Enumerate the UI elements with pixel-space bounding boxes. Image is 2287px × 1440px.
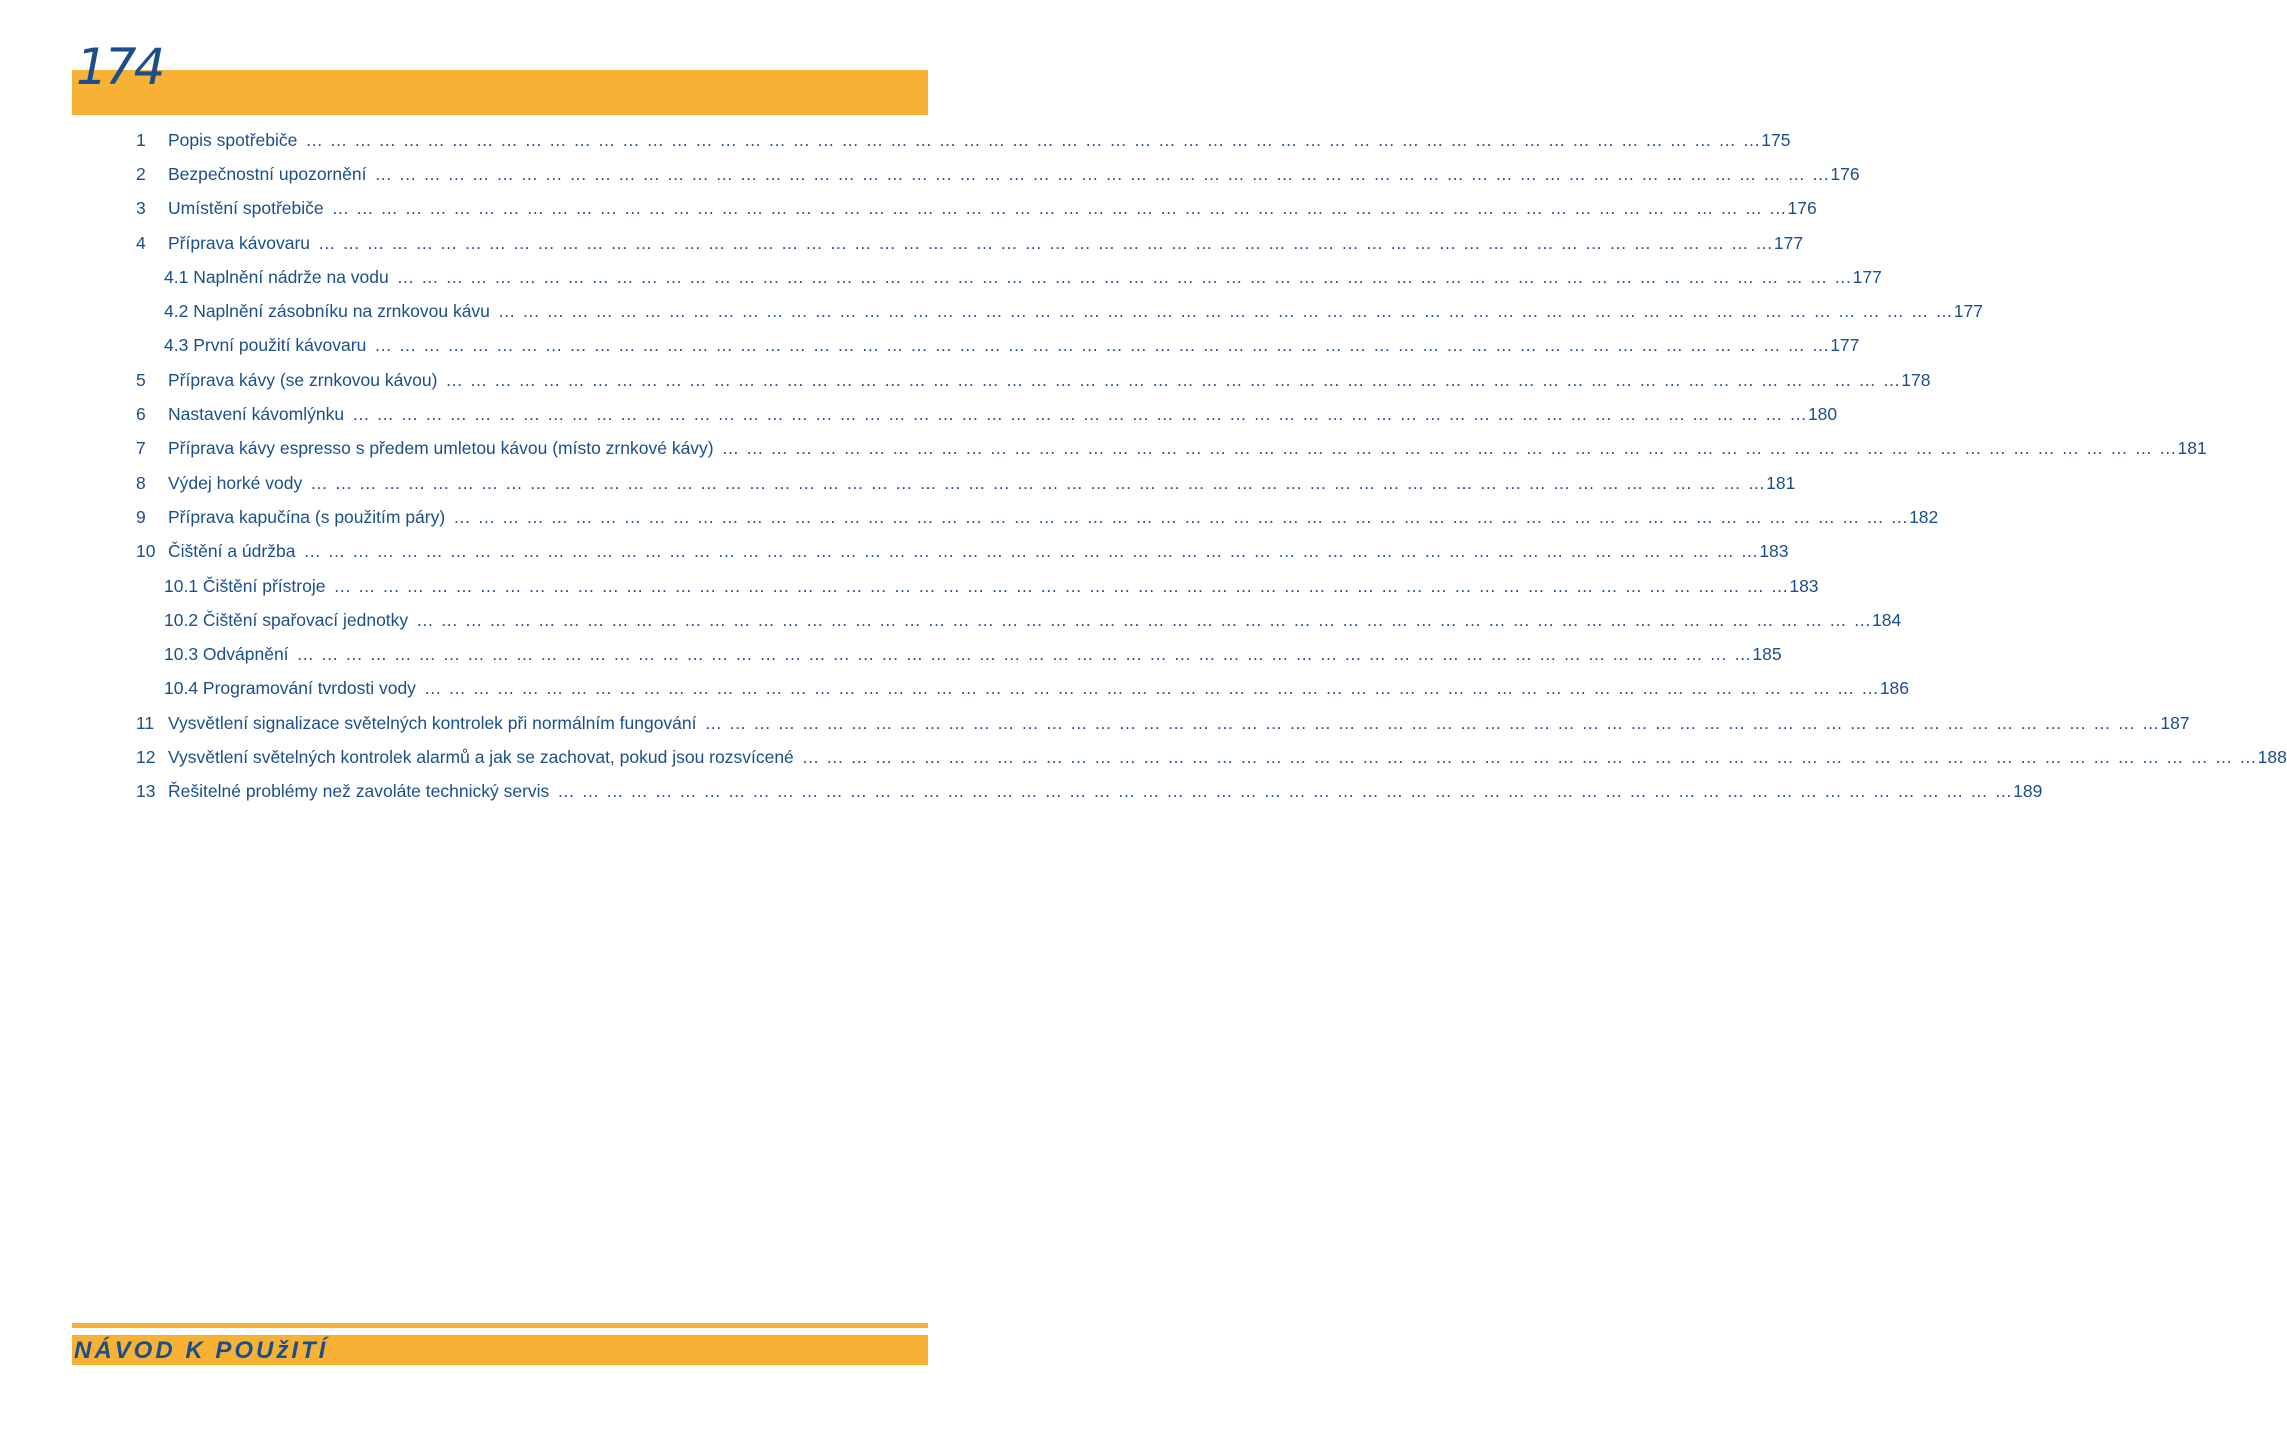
toc-entry-number: 11: [136, 712, 155, 733]
toc-entry-number: 1: [136, 129, 146, 150]
page-number: 174: [76, 38, 163, 96]
toc-entry-page: 180: [1807, 404, 1838, 425]
footer-title: NÁVOD K POUžITÍ: [74, 1337, 329, 1364]
toc-entry[interactable]: [136, 260, 1882, 294]
toc-entry-title: Výdej horké vody: [168, 472, 303, 493]
toc-entry[interactable]: [136, 397, 1838, 431]
toc-entry-title: Umístění spotřebiče: [168, 198, 324, 219]
footer-divider: [72, 1323, 928, 1328]
toc-entry-page: 184: [1872, 609, 1902, 630]
toc-entry-number: 13: [136, 781, 156, 802]
toc-entry-page: 187: [2160, 712, 2190, 733]
toc-entry-page: 185: [1752, 644, 1782, 665]
toc-dot-leader: … … … … … … … … … … … … … … … … … … … … … … … … … … … … … … … … … … … … … … … … … … … … … … … … … … … … … … … … … … … …: [374, 163, 1831, 184]
toc-entry-number: 5: [136, 369, 146, 390]
toc-entry[interactable]: [136, 500, 1939, 534]
toc-entry-title: 10.3 Odvápnění: [164, 644, 289, 665]
toc-entry-page: 177: [1830, 335, 1860, 356]
toc-entry[interactable]: [136, 226, 1804, 260]
toc-entry-title: Příprava kapučína (s použitím páry): [168, 506, 446, 527]
toc-entry-title: Příprava kávy espresso s předem umletou kávou (místo zrnkové kávy): [168, 438, 714, 459]
toc-entry[interactable]: [136, 466, 1796, 500]
toc-entry[interactable]: [136, 706, 2190, 740]
toc-dot-leader: … … … … … … … … … … … … … … … … … … … … … … … … … … … … … … … … … … … … … … … … … … … … … … … … … … … … … … … … … … … …: [704, 712, 2161, 733]
toc-entry-page: 182: [1909, 506, 1939, 527]
toc-entry-number: 6: [136, 404, 146, 425]
toc-dot-leader: … … … … … … … … … … … … … … … … … … … … … … … … … … … … … … … … … … … … … … … … … … … … … … … … … … … … … … … … … … … …: [310, 472, 1767, 493]
toc-entry[interactable]: [136, 329, 1860, 363]
toc-entry-page: 188: [2257, 746, 2287, 767]
toc-entry[interactable]: [136, 775, 2043, 809]
toc-entry[interactable]: [136, 157, 1860, 191]
toc-dot-leader: … … … … … … … … … … … … … … … … … … … … … … … … … … … … … … … … … … … … … … … … … … … … … … … … … … … … … … … … … … … …: [331, 198, 1788, 219]
toc-dot-leader: … … … … … … … … … … … … … … … … … … … … … … … … … … … … … … … … … … … … … … … … … … … … … … … … … … … … … … … … … … … …: [497, 301, 1954, 322]
toc-entry[interactable]: [136, 603, 1902, 637]
toc-entry-number: 10: [136, 541, 156, 562]
toc-entry-page: 181: [1766, 472, 1796, 493]
toc-entry-title: 10.4 Programování tvrdosti vody: [164, 678, 416, 699]
toc-entry[interactable]: [136, 294, 1983, 328]
toc-entry-title: 4.1 Naplnění nádrže na vodu: [164, 266, 389, 287]
toc-entry-number: 2: [136, 163, 146, 184]
toc-entry-page: 178: [1901, 369, 1931, 390]
header-bar: [72, 70, 928, 115]
toc-dot-leader: … … … … … … … … … … … … … … … … … … … … … … … … … … … … … … … … … … … … … … … … … … … … … … … … … … … … … … … … … … … …: [374, 335, 1831, 356]
toc-entry-page: 177: [1852, 266, 1882, 287]
toc-entry-page: 177: [1773, 232, 1804, 253]
toc-dot-leader: … … … … … … … … … … … … … … … … … … … … … … … … … … … … … … … … … … … … … … … … … … … … … … … … … … … … … … … … … … … …: [318, 232, 1774, 253]
toc-entry[interactable]: [136, 569, 1819, 603]
toc-entry-number: 8: [136, 472, 146, 493]
toc-entry-number: 4: [136, 232, 146, 253]
toc-dot-leader: … … … … … … … … … … … … … … … … … … … … … … … … … … … … … … … … … … … … … … … … … … … … … … … … … … … … … … … … … … … …: [296, 644, 1753, 665]
toc-dot-leader: … … … … … … … … … … … … … … … … … … … … … … … … … … … … … … … … … … … … … … … … … … … … … … … … … … … … … … … … … … … …: [801, 746, 2258, 767]
toc-dot-leader: … … … … … … … … … … … … … … … … … … … … … … … … … … … … … … … … … … … … … … … … … … … … … … … … … … … … … … … … … … … …: [453, 506, 1910, 527]
toc-dot-leader: … … … … … … … … … … … … … … … … … … … … … … … … … … … … … … … … … … … … … … … … … … … … … … … … … … … … … … … … … … … …: [396, 266, 1853, 287]
toc-entry-page: 183: [1759, 541, 1789, 562]
toc-entry-page: 177: [1953, 301, 1983, 322]
toc-entry-number: 3: [136, 198, 146, 219]
toc-entry[interactable]: [136, 363, 1931, 397]
toc-dot-leader: … … … … … … … … … … … … … … … … … … … … … … … … … … … … … … … … … … … … … … … … … … … … … … … … … … … … … … … … … … … …: [333, 575, 1790, 596]
toc-entry-page: 176: [1830, 163, 1860, 184]
toc-entry[interactable]: [136, 535, 1789, 569]
toc-dot-leader: … … … … … … … … … … … … … … … … … … … … … … … … … … … … … … … … … … … … … … … … … … … … … … … … … … … … … … … … … … … …: [445, 369, 1902, 390]
toc-dot-leader: … … … … … … … … … … … … … … … … … … … … … … … … … … … … … … … … … … … … … … … … … … … … … … … … … … … … … … … … … … … …: [352, 404, 1808, 425]
toc-entry[interactable]: [136, 637, 1782, 671]
toc-dot-leader: … … … … … … … … … … … … … … … … … … … … … … … … … … … … … … … … … … … … … … … … … … … … … … … … … … … … … … … … … … … …: [423, 678, 1880, 699]
toc-entry-page: 181: [2177, 438, 2207, 459]
toc-entry-title: Vysvětlení signalizace světelných kontrolek při normálním fungování: [168, 712, 697, 733]
toc-entry[interactable]: [136, 432, 2207, 466]
toc-entry-page: 186: [1879, 678, 1910, 699]
toc-dot-leader: … … … … … … … … … … … … … … … … … … … … … … … … … … … … … … … … … … … … … … … … … … … … … … … … … … … … … … … … … … … …: [303, 541, 1760, 562]
toc-dot-leader: … … … … … … … … … … … … … … … … … … … … … … … … … … … … … … … … … … … … … … … … … … … … … … … … … … … … … … … … … … … …: [721, 438, 2178, 459]
toc-entry-title: Příprava kávy (se zrnkovou kávou): [168, 369, 438, 390]
toc-entry-title: Popis spotřebiče: [168, 129, 298, 150]
toc-dot-leader: … … … … … … … … … … … … … … … … … … … … … … … … … … … … … … … … … … … … … … … … … … … … … … … … … … … … … … … … … … … …: [557, 781, 2014, 802]
toc-entry[interactable]: [136, 740, 2287, 774]
toc-entry-title: Příprava kávovaru: [168, 232, 311, 253]
toc-entry-title: Čištění a údržba: [168, 541, 296, 562]
table-of-contents: [136, 123, 2287, 809]
toc-entry-page: 176: [1787, 198, 1817, 219]
toc-entry-page: 189: [2013, 781, 2043, 802]
toc-dot-leader: … … … … … … … … … … … … … … … … … … … … … … … … … … … … … … … … … … … … … … … … … … … … … … … … … … … … … … … … … … … …: [416, 609, 1873, 630]
toc-entry-title: 10.1 Čištění přístroje: [164, 575, 326, 596]
toc-entry-page: 175: [1761, 129, 1791, 150]
toc-dot-leader: … … … … … … … … … … … … … … … … … … … … … … … … … … … … … … … … … … … … … … … … … … … … … … … … … … … … … … … … … … … …: [305, 129, 1762, 150]
toc-entry-title: 10.2 Čištění spařovací jednotky: [164, 609, 409, 630]
toc-entry-title: Řešitelné problémy než zavoláte technický servis: [168, 781, 550, 802]
toc-entry-title: Vysvětlení světelných kontrolek alarmů a jak se zachovat, pokud jsou rozsvícené: [168, 746, 794, 767]
toc-entry-number: 7: [136, 438, 146, 459]
toc-entry[interactable]: [136, 672, 1910, 706]
toc-entry-title: Nastavení kávomlýnku: [168, 404, 345, 425]
toc-entry[interactable]: [136, 192, 1817, 226]
toc-entry-page: 183: [1789, 575, 1819, 596]
toc-entry-title: Bezpečnostní upozornění: [168, 163, 367, 184]
toc-entry-title: 4.3 První použití kávovaru: [164, 335, 367, 356]
toc-entry-title: 4.2 Naplnění zásobníku na zrnkovou kávu: [164, 301, 490, 322]
toc-entry[interactable]: [136, 123, 1791, 157]
toc-entry-number: 12: [136, 746, 156, 767]
toc-entry-number: 9: [136, 506, 146, 527]
